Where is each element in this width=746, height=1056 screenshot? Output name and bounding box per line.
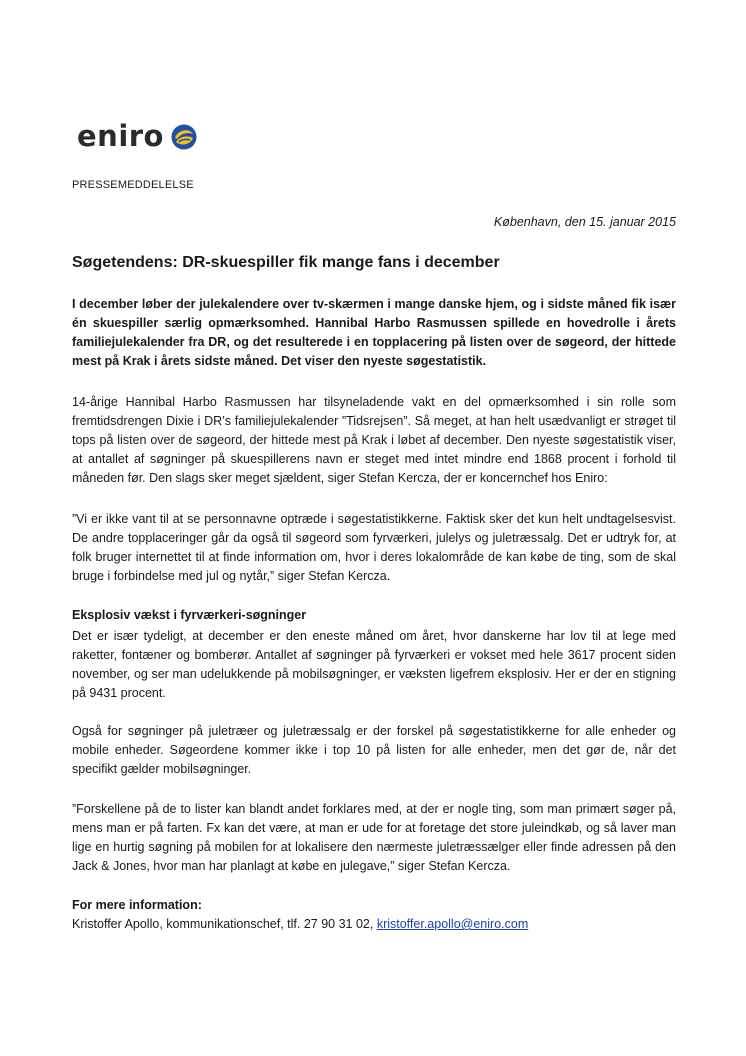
body-paragraph-3: Det er især tydeligt, at december er den eneste måned om året, hvor danskerne har lov til at lege med raketter, fontæner og bomberør. Antallet af søgninger på fyrværkeri er vokset med hele 3617 procent siden november, og ser man udelukkende på mobilsøgninger, er væksten ligefrem eksplosiv. Her er der en stigning på 9431 procent. [72, 629, 676, 700]
eniro-logo [77, 119, 198, 153]
lead-paragraph: I december løber der julekalendere over tv-skærmen i mange danske hjem, og i sidste måned fik især én skuespiller særlig opmærksomhed. Hannibal Harbo Rasmussen spillede en hovedrolle i årets familiejulekalender fra DR, og det resulterede i en topplacering på listen over de søgeord, der hittede mest på Krak i årets sidste måned. Det viser den nyeste søgestatistik. [72, 297, 676, 368]
body-paragraph-4: Også for søgninger på juletræer og juletræssalg er der forskel på søgestatistikkerne for alle enheder og mobile enheder. Søgeordene kommer ikke i top 10 på listen for alle enheder, men det gør de, når det specifikt gælder mobilsøgninger. [72, 724, 676, 776]
document-label: PRESSEMEDDELELSE [72, 179, 194, 191]
eniro-swirl-icon [170, 123, 198, 151]
contact-line [72, 917, 528, 931]
contact-email-link[interactable]: kristoffer.apollo@eniro.com [376, 917, 529, 931]
body-paragraph-5: ”Forskellene på de to lister kan blandt andet forklares med, at der er nogle ting, som man primært søger på, mens man er på farten. Fx kan det være, at man er ude for at foretage det store juleindkøb, og så laver man lige en hurtig søgning på mobilen for at lokalisere den nærmeste juletræssælger eller finde adressen på den Jack & Jones, hvor man har planlagt at købe en julegave,” siger Stefan Kercza. [72, 802, 676, 873]
contact-text: Kristoffer Apollo, kommunikationschef, tlf. 27 90 31 02, [72, 917, 377, 931]
logo-wordmark: eniro [77, 119, 164, 153]
section-subheading: Eksplosiv vækst i fyrværkeri-søgninger [72, 608, 307, 622]
article-title: Søgetendens: DR-skuespiller fik mange fans i december [72, 254, 500, 271]
contact-heading: For mere information: [72, 898, 202, 912]
dateline: København, den 15. januar 2015 [493, 215, 676, 229]
body-paragraph-2: ”Vi er ikke vant til at se personnavne optræde i søgestatistikkerne. Faktisk sker det kun helt undtagelsesvist. De andre topplaceringer går da også til søgeord som fyrværkeri, julelys og juletræssalg. Det er udtryk for, at folk bruger internettet til at finde information om, hvor i deres lokalområde de kan købe de ting, som de skal bruge i forbindelse med jul og nytår,” siger Stefan Kercza. [72, 512, 676, 583]
body-paragraph-1: 14-årige Hannibal Harbo Rasmussen har tilsyneladende vakt en del opmærksomhed i sin rolle som fremtidsdrengen Dixie i DR’s familiejulekalender ”Tidsrejsen”. Så meget, at han helt usædvanligt er strøget til tops på listen over de søgeord, der hittede mest på Krak i løbet af december. Den nyeste søgestatistik viser, at antallet af søgninger på skuespillerens navn er steget med intet mindre end 1868 procent i forhold til måneden før. Den slags sker meget sjældent, siger Stefan Kercza, der er koncernchef hos Eniro: [72, 395, 676, 485]
